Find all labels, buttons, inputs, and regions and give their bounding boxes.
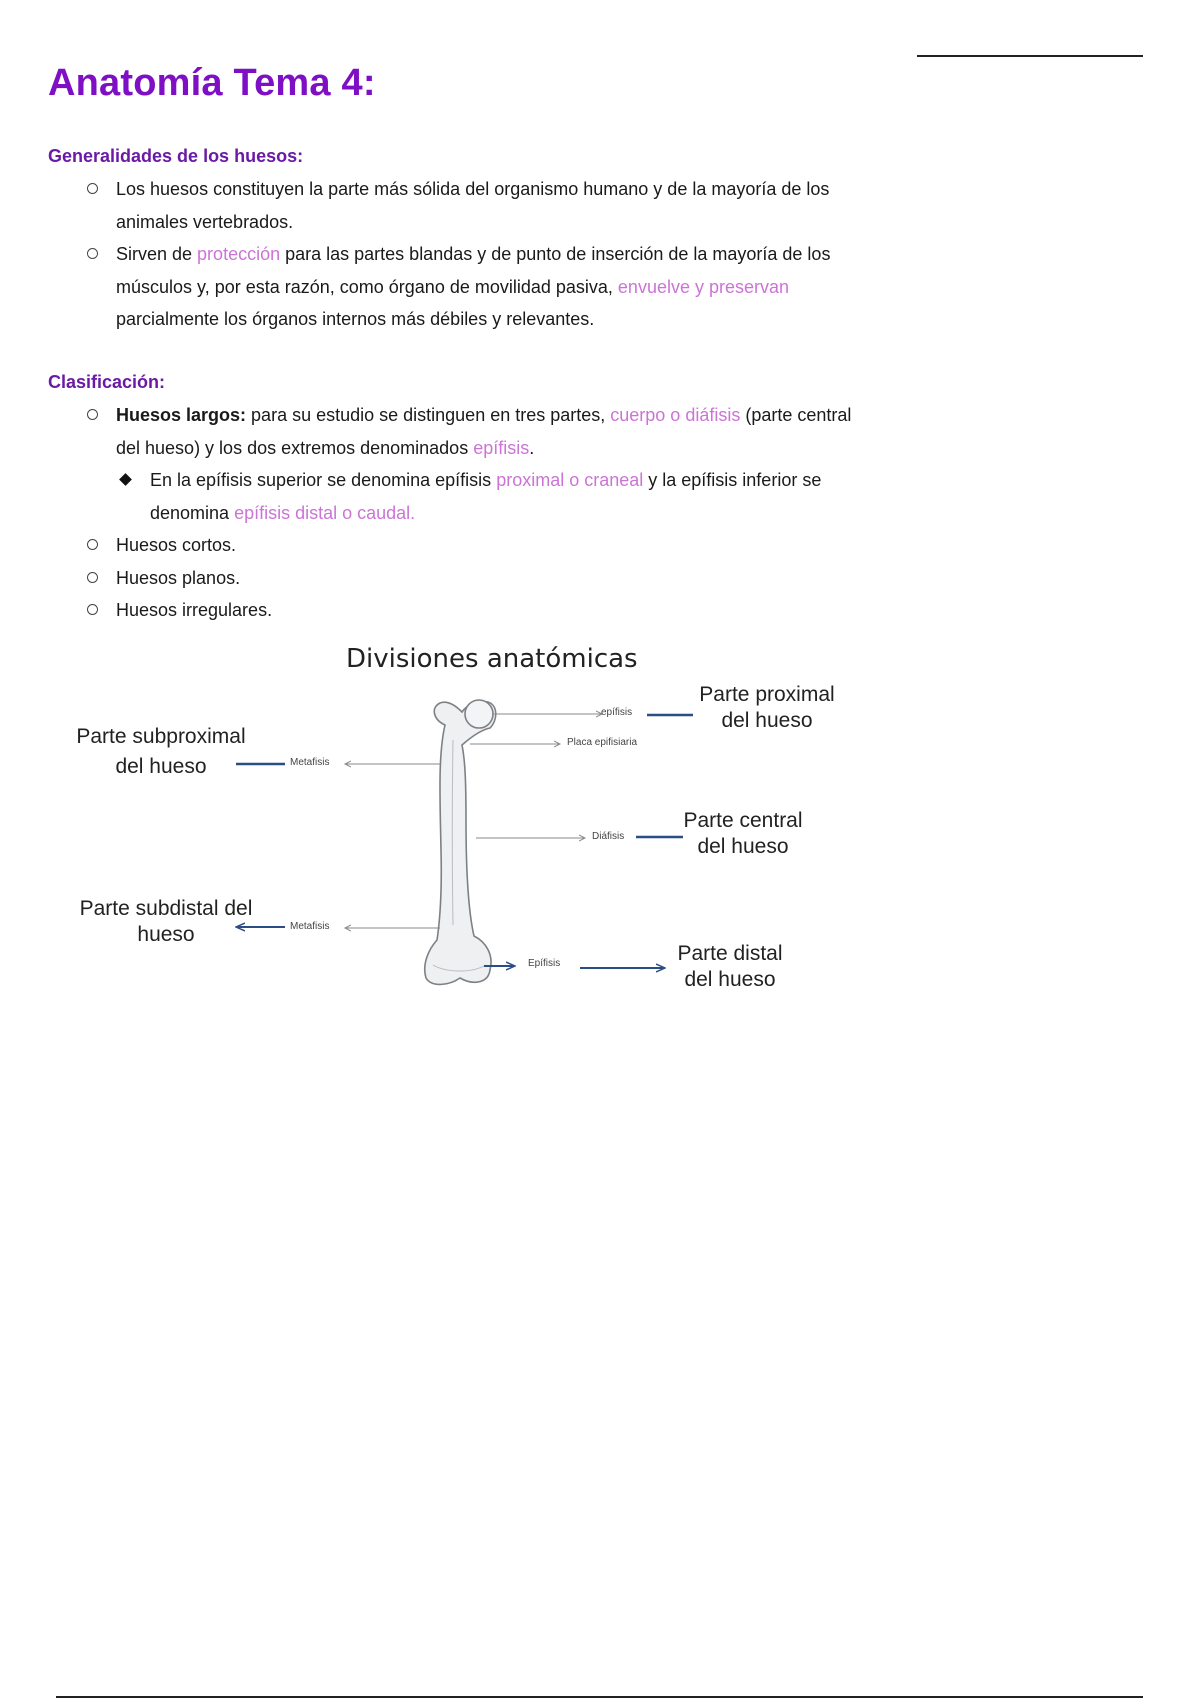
femur-bone-icon: [425, 700, 496, 984]
item-bold-text: Huesos largos:: [116, 405, 247, 425]
highlight-text: epífisis distal o caudal.: [234, 502, 416, 523]
tiny-label-diafisis: Diáfisis: [592, 831, 625, 842]
item-text: para las partes blandas y de punto de inserción de la mayoría de los músculos y, por esta razón, como órgano de movilidad pasiva,: [116, 244, 831, 297]
item-text: Sirven de: [116, 244, 198, 264]
item-text: Huesos planos.: [116, 567, 241, 588]
label-parte-central: Parte central del hueso: [683, 809, 803, 858]
item-text: para su estudio se distinguen en tres partes,: [246, 405, 611, 425]
item-text: En la epífisis superior se denomina epífisis: [150, 470, 497, 490]
diagram-title: Divisiones anatómicas: [346, 644, 638, 674]
tiny-label-epifisis: Epífisis: [528, 958, 561, 969]
page-title: Anatomía Tema 4:: [48, 62, 376, 104]
highlight-text: proximal o craneal: [496, 470, 644, 490]
label-parte-subdistal: Parte subdistal del hueso: [79, 897, 253, 946]
section-heading-clasificacion: Clasificación:: [48, 372, 166, 392]
item-text: Huesos irregulares.: [116, 600, 273, 620]
highlight-text: cuerpo o diáfisis: [610, 405, 741, 425]
label-parte-subproximal: Parte subproximal del hueso: [76, 725, 246, 778]
item-text: Huesos cortos.: [116, 535, 237, 555]
item-text: parcialmente los órganos internos más débiles y relevantes.: [116, 309, 595, 329]
item-text: Los huesos constituyen la parte más sólida del organismo humano y de la mayoría de los animales vertebrados.: [116, 179, 830, 232]
tiny-label-metafisis: Metafisis: [290, 921, 330, 932]
tiny-label-metafisis: Metafisis: [290, 757, 330, 768]
item-text: (parte central del hueso) y los dos extremos denominados: [116, 405, 852, 458]
label-parte-proximal: Parte proximal del hueso: [699, 683, 835, 732]
item-text: y la epífisis inferior se denomina: [150, 470, 822, 523]
highlight-text: epífisis: [473, 437, 530, 458]
tiny-label-placa: Placa epifisiaria: [567, 737, 638, 748]
highlight-text: envuelve y preservan: [617, 276, 790, 297]
item-text: .: [529, 437, 535, 458]
tiny-label-epifisis: epífisis: [601, 707, 633, 718]
section-heading-generalidades: Generalidades de los huesos:: [48, 146, 304, 166]
label-parte-distal: Parte distal del hueso: [677, 942, 783, 991]
highlight-text: protección: [197, 244, 281, 264]
footer-rule: [56, 1696, 1143, 1698]
